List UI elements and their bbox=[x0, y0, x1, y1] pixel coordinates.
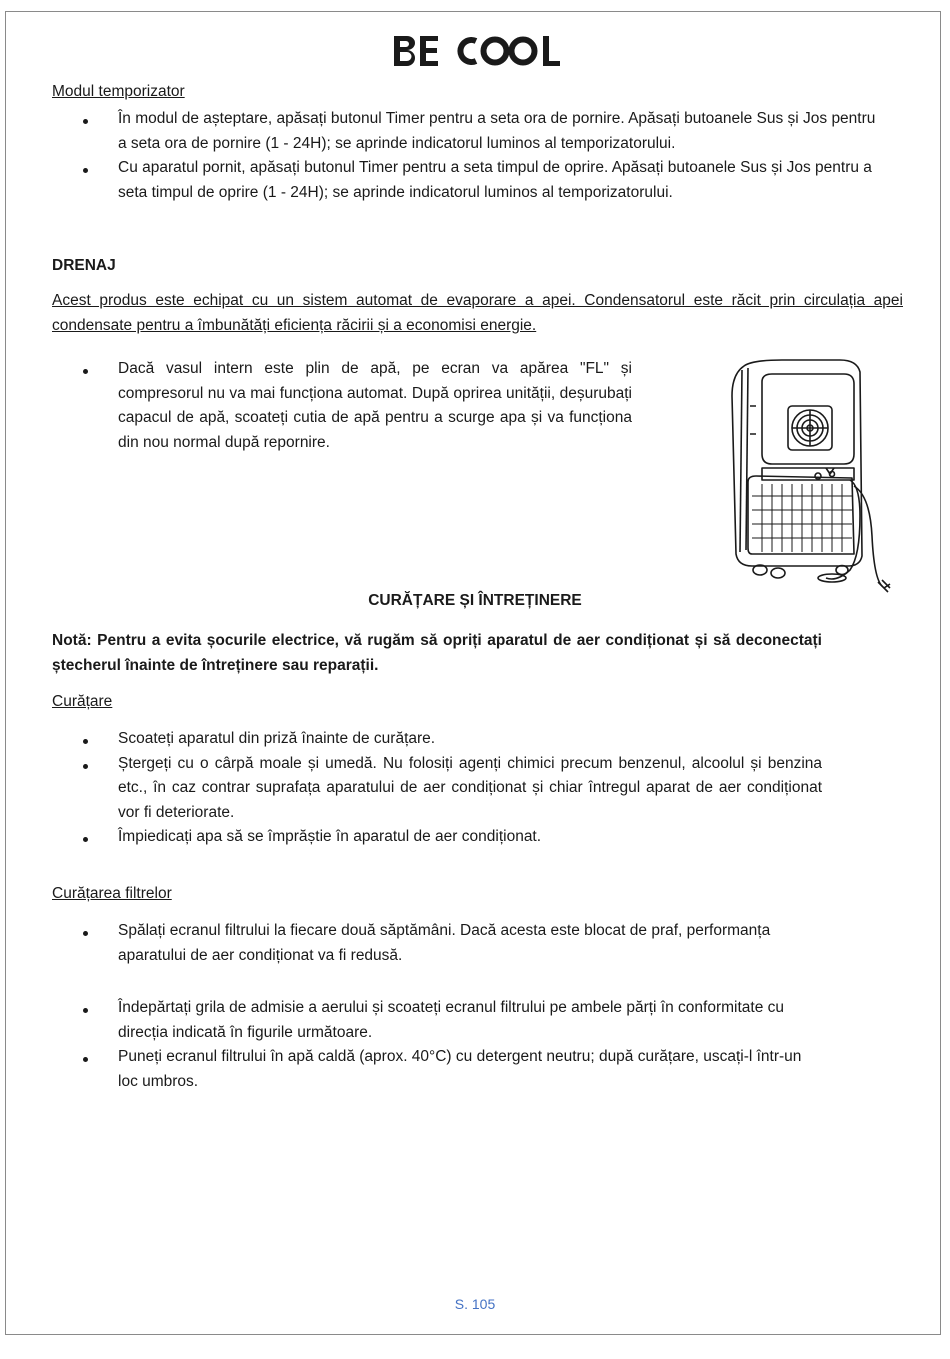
drain-list bbox=[82, 357, 632, 455]
drain-intro: Acest produs este echipat cu un sistem automat de evaporare a apei. Condensatorul este răcit prin circulația apei condensate pentru a îmbunătăți eficiența răcirii și a economisi energie. bbox=[52, 292, 903, 334]
drain-heading: DRENAJ bbox=[52, 257, 116, 274]
list-item: Cu aparatul pornit, apăsați butonul Timer pentru a seta timpul de oprire. Apăsați butoanele Sus și Jos pentru a seta timpul de oprire (1 - 24H); se aprinde indicatorul luminos al temporizatorului. bbox=[82, 156, 882, 205]
list-item: Îndepărtați grila de admisie a aerului și scoateți ecranul filtrului pe ambele părți în conformitate cu direcția indicată în figurile următoare. bbox=[82, 996, 822, 1045]
list-item: Scoateți aparatul din priză înainte de curățare. bbox=[82, 727, 822, 752]
list-item: Ștergeți cu o cârpă moale și umedă. Nu folosiți agenți chimici precum benzenul, alcoolul și benzina etc., în caz contrar suprafața aparatului de aer condiționat și chiar întregul aparat de aer condiționat vor fi deteriorate. bbox=[82, 752, 822, 826]
care-heading: CURĂȚARE ȘI ÎNTREȚINERE bbox=[368, 592, 582, 609]
list-item: Dacă vasul intern este plin de apă, pe ecran va apărea "FL" și compresorul nu va mai funcționa automat. După oprirea unității, deșurubați capacul de apă, scoateți cutia de apă pentru a scurge apa și va funcționa din nou normal după repornire. bbox=[82, 357, 632, 455]
cleaning-heading: Curățare bbox=[52, 693, 113, 710]
air-conditioner-illustration bbox=[722, 356, 897, 598]
list-item: În modul de așteptare, apăsați butonul Timer pentru a seta ora de pornire. Apăsați butoanele Sus și Jos pentru a seta ora de pornire (1 - 24H); se aprinde indicatorul luminos al temporizatorului. bbox=[82, 107, 882, 156]
list-item: Împiedicați apa să se împrăștie în aparatul de aer condiționat. bbox=[82, 825, 822, 850]
safety-note: Notă: Pentru a evita șocurile electrice, vă rugăm să opriți aparatul de aer condiționat și să deconectați ștecherul înainte de întreținere sau reparații. bbox=[52, 632, 822, 674]
timer-heading: Modul temporizator bbox=[52, 83, 185, 100]
filter-heading: Curățarea filtrelor bbox=[52, 885, 172, 902]
filter-list-a bbox=[82, 919, 822, 968]
list-item: Puneți ecranul filtrului în apă caldă (aprox. 40°C) cu detergent neutru; după curățare, uscați-l într-un loc umbros. bbox=[82, 1045, 822, 1094]
list-item: Spălați ecranul filtrului la fiecare două săptămâni. Dacă acesta este blocat de praf, performanța aparatului de aer condiționat va fi redusă. bbox=[82, 919, 822, 968]
brand-logo bbox=[392, 30, 562, 70]
page-number: S. 105 bbox=[454, 1296, 496, 1312]
filter-list-b bbox=[82, 996, 822, 1094]
cleaning-list bbox=[82, 727, 822, 850]
timer-list bbox=[82, 107, 882, 205]
